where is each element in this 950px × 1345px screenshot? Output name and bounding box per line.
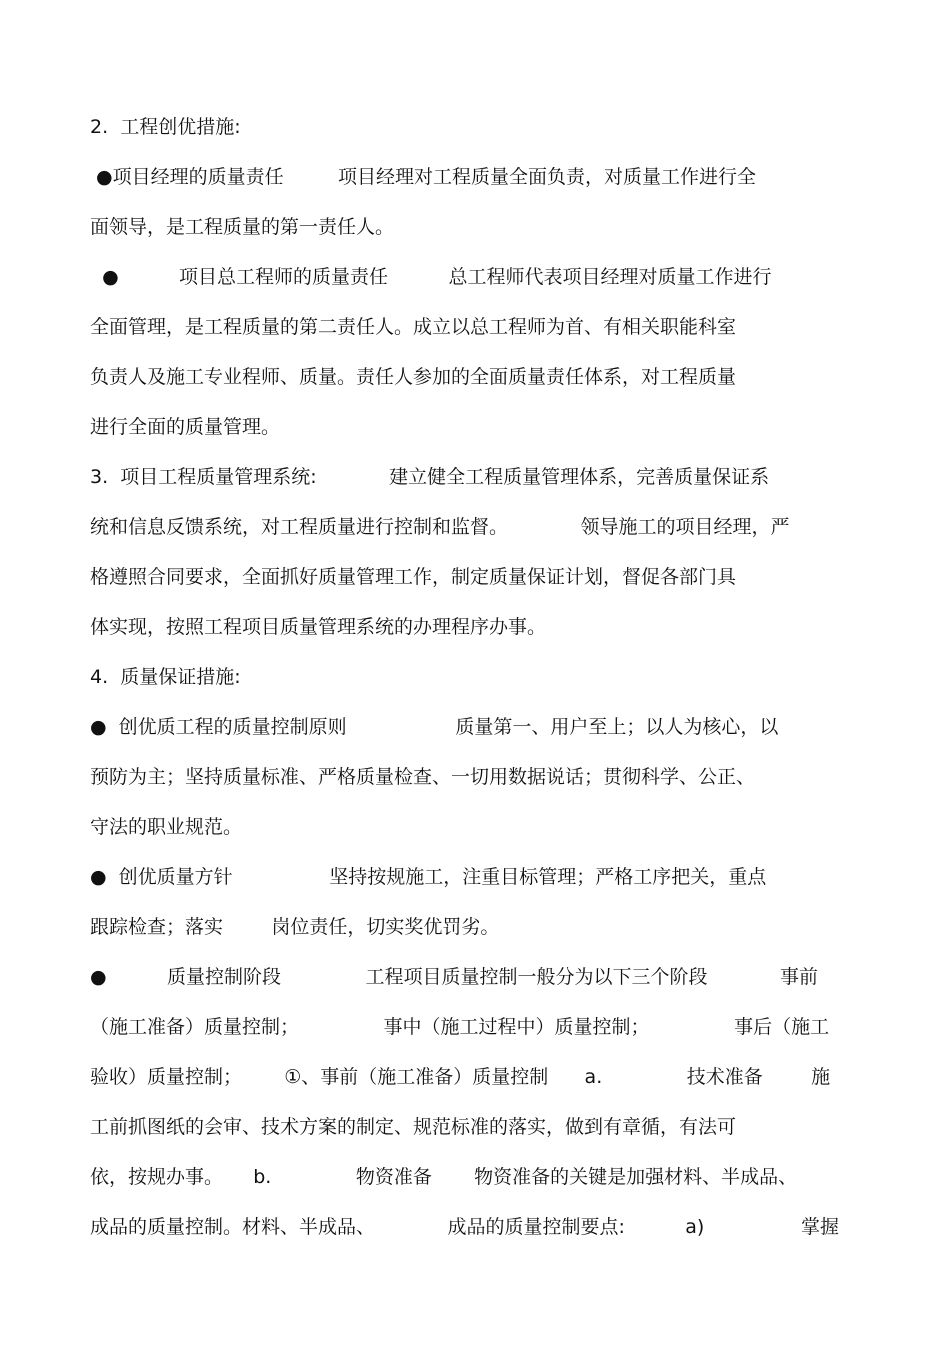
paragraph-line: ● 质量控制阶段 工程项目质量控制一般分为以下三个阶段 事前 (90, 966, 819, 988)
paragraph-line: ● 项目总工程师的质量责任 总工程师代表项目经理对质量工作进行 (90, 266, 772, 288)
paragraph-line: 全面管理，是工程质量的第二责任人。成立以总工程师为首、有相关职能科室 (90, 316, 737, 338)
paragraph-line: ● 创优质工程的质量控制原则 质量第一、用户至上；以人为核心，以 (90, 716, 779, 738)
paragraph-line: 负责人及施工专业程师、质量。责任人参加的全面质量责任体系，对工程质量 (90, 366, 737, 388)
paragraph-line: ● 创优质量方针 坚持按规施工，注重目标管理；严格工序把关，重点 (90, 866, 767, 888)
paragraph-line: 预防为主；坚持质量标准、严格质量检查、一切用数据说话；贯彻科学、公正、 (90, 766, 756, 788)
paragraph-line: 进行全面的质量管理。 (90, 416, 281, 438)
paragraph-line: 验收）质量控制； ①、事前（施工准备）质量控制 a. 技术准备 施 (90, 1066, 831, 1088)
paragraph-line: 统和信息反馈系统，对工程质量进行控制和监督。 领导施工的项目经理，严 (90, 516, 790, 538)
paragraph-line: 面领导，是工程质量的第一责任人。 (90, 216, 395, 238)
paragraph-line: 体实现，按照工程项目质量管理系统的办理程序办事。 (90, 616, 547, 638)
paragraph-line: ●项目经理的质量责任 项目经理对工程质量全面负责，对质量工作进行全 (90, 166, 756, 188)
paragraph-line: 守法的职业规范。 (90, 816, 243, 838)
heading-3-quality-system: 3. 项目工程质量管理系统: 建立健全工程质量管理体系，完善质量保证系 (90, 466, 770, 488)
heading-4-quality-assurance: 4. 质量保证措施: (90, 666, 241, 688)
paragraph-line: 工前抓图纸的会审、技术方案的制定、规范标准的落实，做到有章循，有法可 (90, 1116, 737, 1138)
paragraph-line: （施工准备）质量控制； 事中（施工过程中）质量控制； 事后（施工 (90, 1016, 830, 1038)
heading-2-excellence-measures: 2. 工程创优措施: (90, 116, 241, 138)
paragraph-line: 格遵照合同要求，全面抓好质量管理工作，制定质量保证计划，督促各部门具 (90, 566, 737, 588)
paragraph-line: 跟踪检查；落实 岗位责任，切实奖优罚劣。 (90, 916, 500, 938)
paragraph-line: 依，按规办事。 b. 物资准备 物资准备的关键是加强材料、半成品、 (90, 1166, 798, 1188)
paragraph-line: 成品的质量控制。材料、半成品、 成品的质量控制要点: a) 掌握 (90, 1216, 839, 1238)
